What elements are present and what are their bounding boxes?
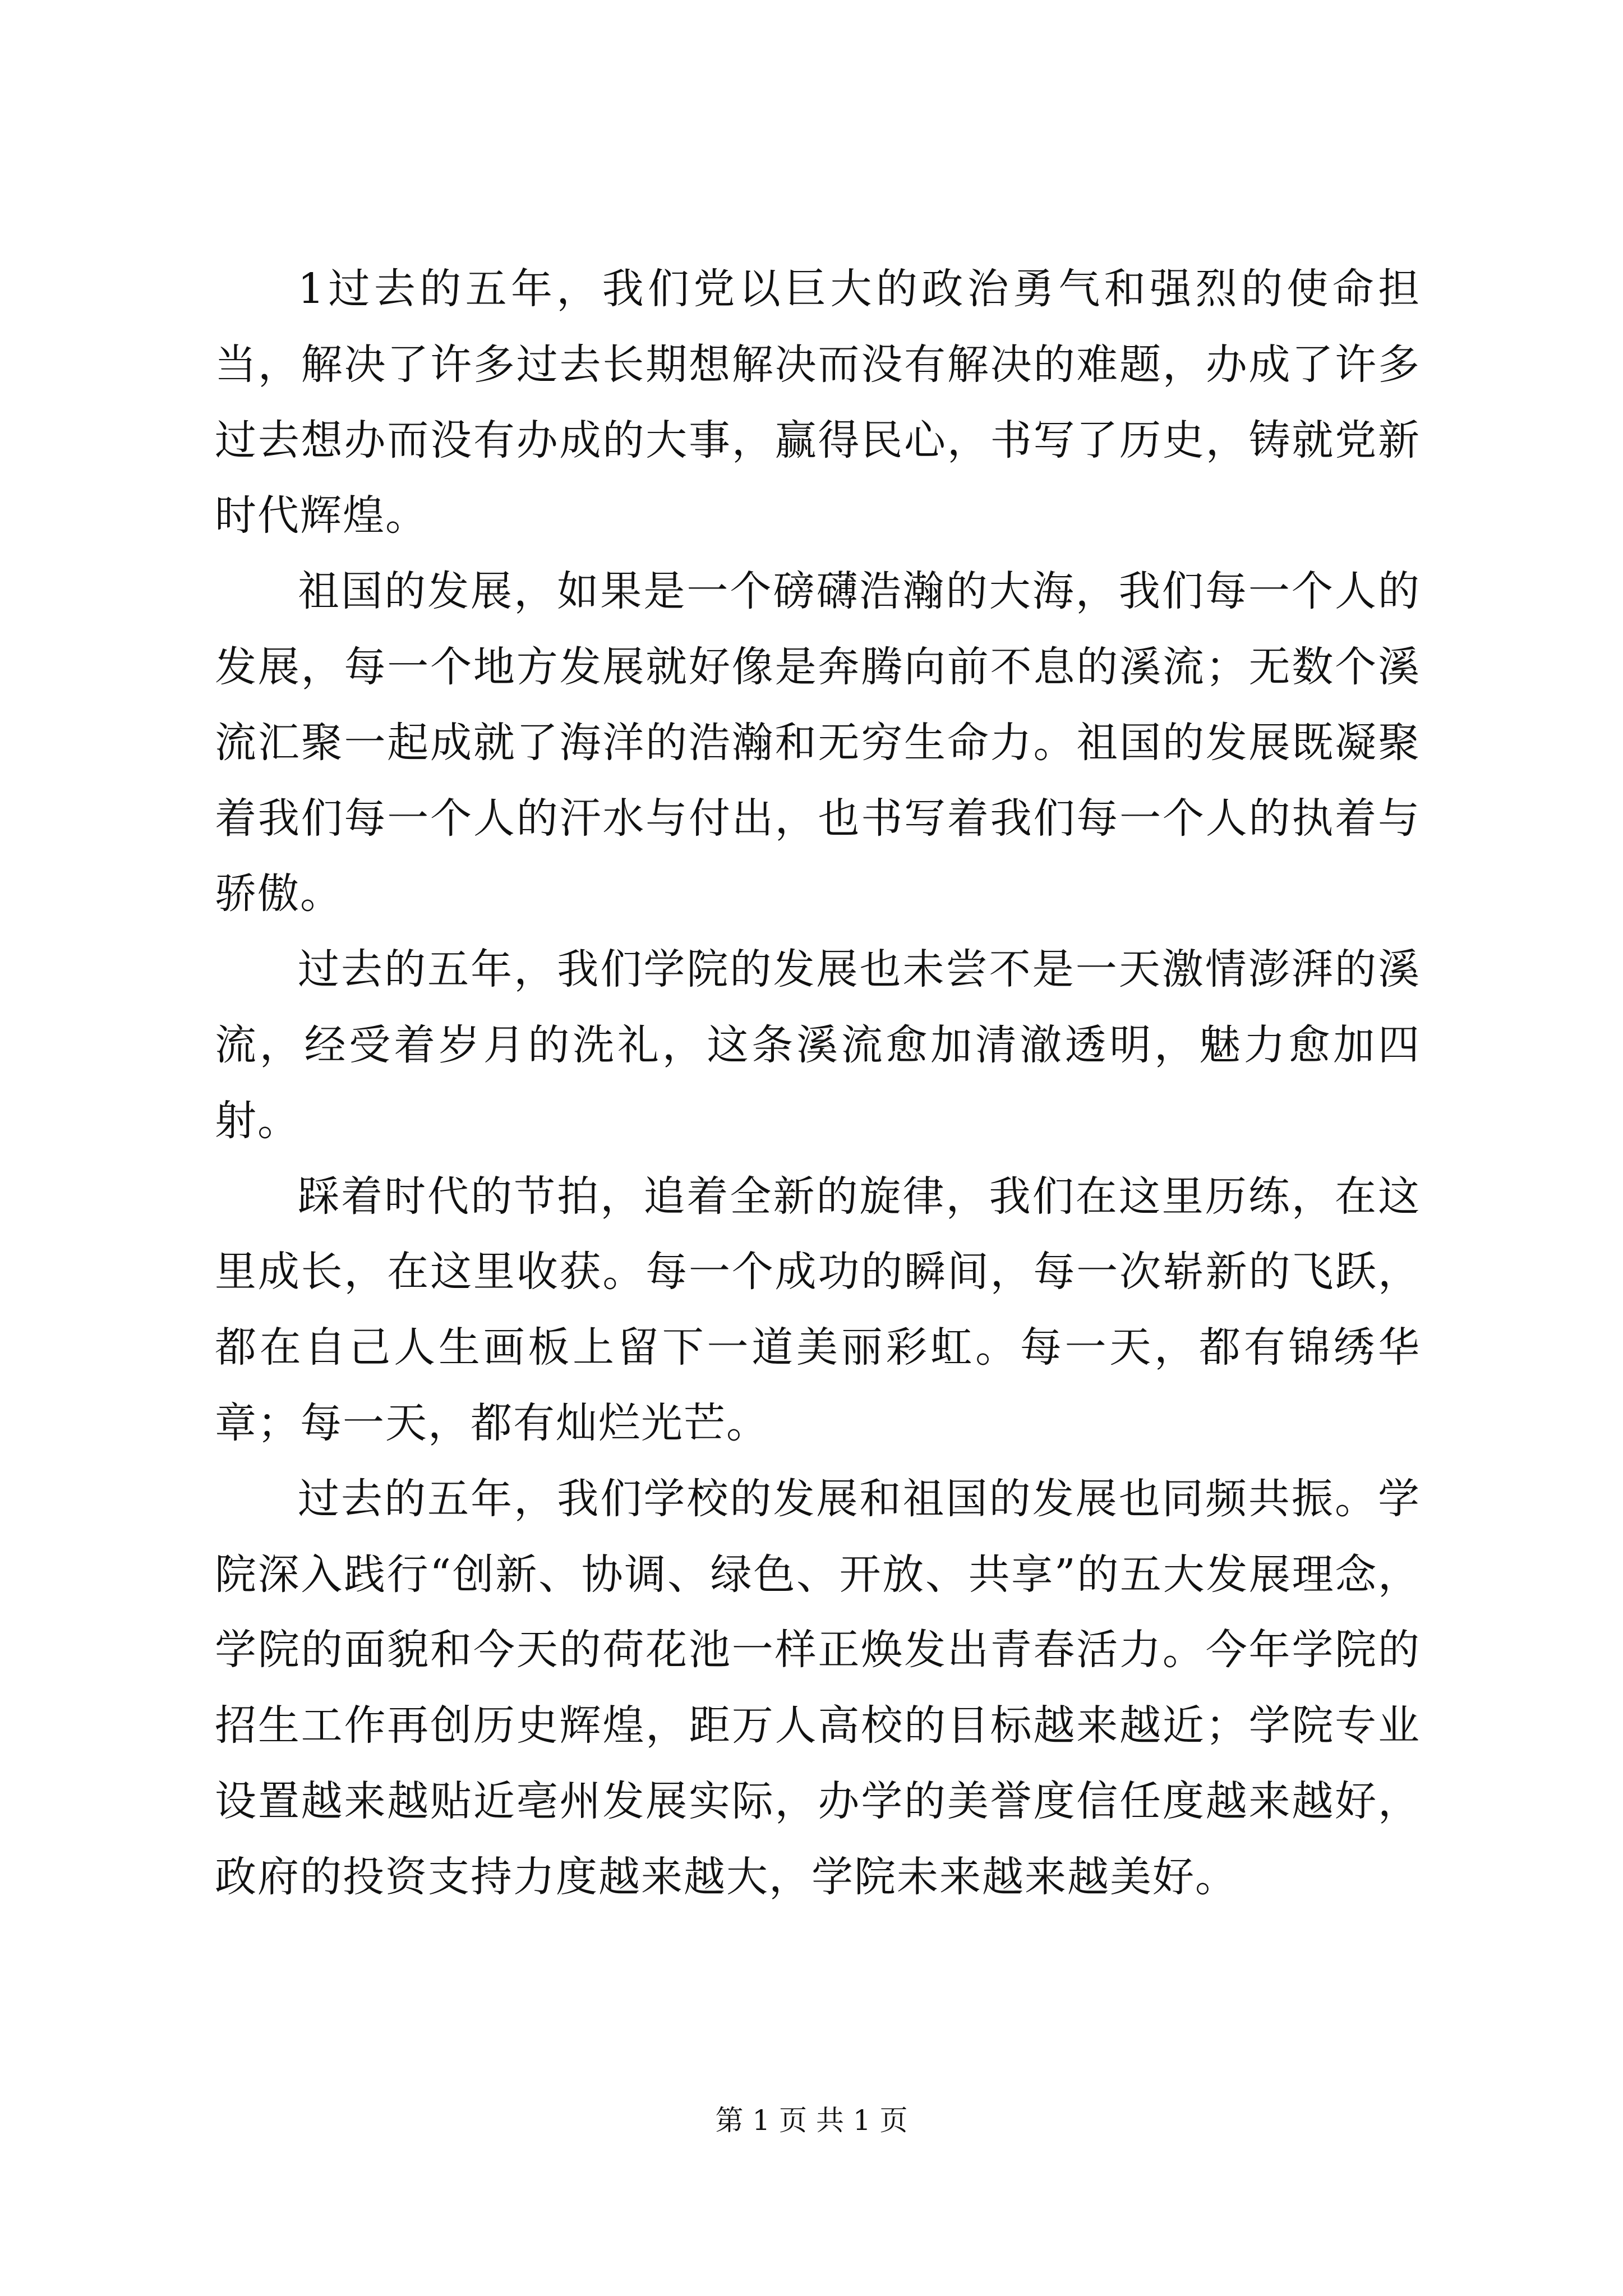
paragraph-2: 祖国的发展，如果是一个磅礴浩瀚的大海，我们每一个人的发展，每一个地方发展就好像是奔腾向前不息的溪流；无数个溪流汇聚一起成就了海洋的浩瀚和无穷生命力。祖国的发展既凝聚着我们每一个人的汗水与付出，也书写着我们每一个人的执着与骄傲。	[215, 567, 1421, 918]
paragraph-4: 踩着时代的节拍，追着全新的旋律，我们在这里历练，在这里成长，在这里收获。每一个成功的瞬间，每一次崭新的飞跃，都在自己人生画板上留下一道美丽彩虹。每一天，都有锦绣华章；每一天，都有灿烂光芒。	[215, 1172, 1421, 1447]
page-footer: 第 1 页 共 1 页	[715, 2104, 908, 2137]
paragraph-5: 过去的五年，我们学校的发展和祖国的发展也同频共振。学院深入践行“创新、协调、绿色、开放、共享”的五大发展理念，学院的面貌和今天的荷花池一样正焕发出青春活力。今年学院的招生工作再创历史辉煌，距万人高校的目标越来越近；学院专业设置越来越贴近亳州发展实际，办学的美誉度信任度越来越好，政府的投资支持力度越来越大，学院未来越来越美好。	[215, 1474, 1421, 1901]
paragraph-3: 过去的五年，我们学院的发展也未尝不是一天激情澎湃的溪流，经受着岁月的洗礼，这条溪流愈加清澈透明，魅力愈加四射。	[215, 945, 1421, 1145]
paragraph-1: 1过去的五年，我们党以巨大的政治勇气和强烈的使命担当，解决了许多过去长期想解决而没有解决的难题，办成了许多过去想办而没有办成的大事，赢得民心，书写了历史，铸就党新时代辉煌。	[215, 265, 1421, 540]
document-body	[215, 251, 1421, 1915]
